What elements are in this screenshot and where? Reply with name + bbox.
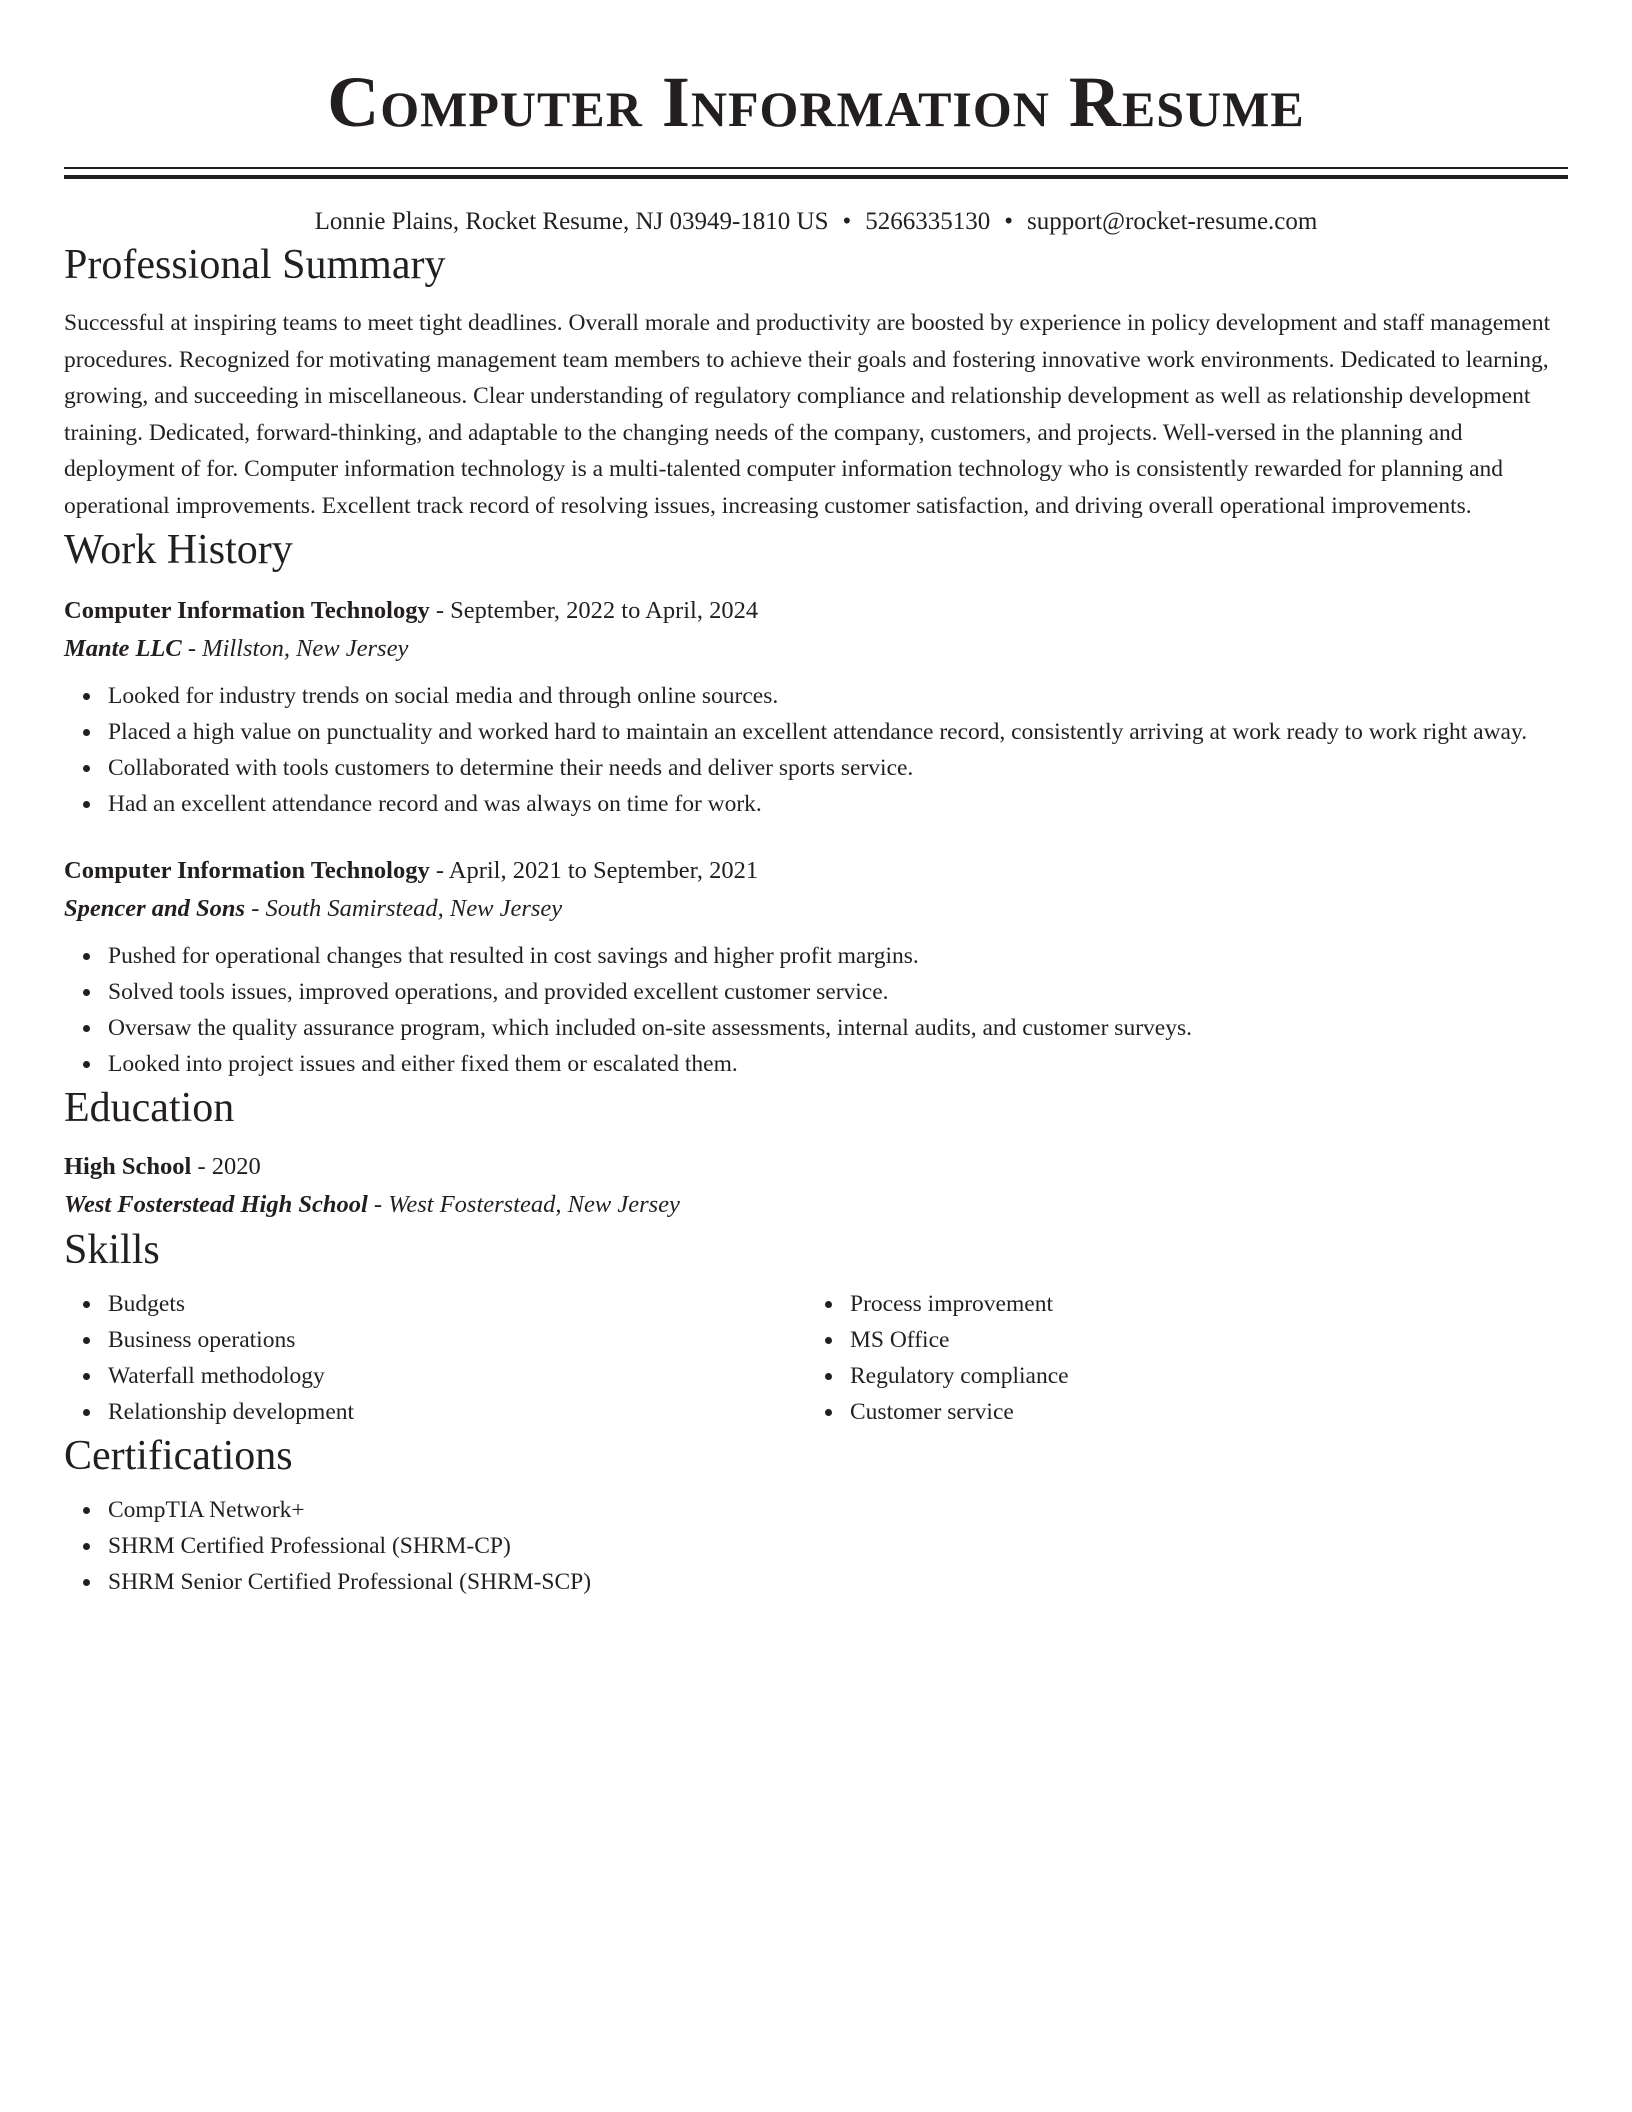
list-item: Collaborated with tools customers to determine their needs and deliver sports service.: [108, 750, 1568, 786]
education-year: - 2020: [191, 1153, 261, 1180]
certifications-heading: Certifications: [64, 1433, 293, 1479]
job-title-line: [64, 852, 1568, 890]
skills-grid: [64, 1286, 1568, 1430]
resume-title: Computer Information Resume: [327, 62, 1305, 142]
education-school: West Fosterstead High School: [64, 1191, 368, 1218]
job-bullets: [64, 678, 1568, 822]
resume-page: [64, 0, 1568, 1600]
job-dates: - September, 2022 to April, 2024: [429, 597, 759, 624]
title-divider-thick: [64, 175, 1568, 179]
summary-heading: Professional Summary: [64, 242, 446, 288]
contact-phone: 5266335130: [865, 208, 991, 235]
job-company-line: [64, 630, 1568, 668]
skills-heading: Skills: [64, 1227, 160, 1273]
job-entry: [64, 592, 1568, 822]
skills-list: [806, 1286, 1548, 1430]
list-item: Pushed for operational changes that resulted in cost savings and higher profit margins.: [108, 938, 1568, 974]
job-location: - Millston, New Jersey: [181, 635, 409, 662]
contact-email: support@rocket-resume.com: [1027, 208, 1318, 235]
list-item: Solved tools issues, improved operations, and provided excellent customer service.: [108, 974, 1568, 1010]
certifications-list: [64, 1492, 1568, 1600]
job-bullets: [64, 938, 1568, 1082]
contact-separator: •: [842, 208, 852, 235]
list-item: Budgets: [108, 1286, 806, 1322]
job-company: Spencer and Sons: [64, 895, 246, 922]
job-company: Mante LLC: [64, 635, 182, 662]
list-item: Business operations: [108, 1322, 806, 1358]
list-item: Relationship development: [108, 1394, 806, 1430]
skills-column-left: [64, 1286, 806, 1430]
list-item: Customer service: [850, 1394, 1548, 1430]
job-title: Computer Information Technology: [64, 597, 430, 624]
skills-column-right: [806, 1286, 1548, 1430]
list-item: Looked for industry trends on social media and through online sources.: [108, 678, 1568, 714]
list-item: SHRM Certified Professional (SHRM-CP): [108, 1528, 1568, 1564]
job-dates: - April, 2021 to September, 2021: [429, 857, 759, 884]
summary-text: Successful at inspiring teams to meet tight deadlines. Overall morale and productivity are boosted by experience in policy development and staff management procedures. Recognized for motivating management team members to achieve their goals and fostering innovative work environments. Dedicated to learning, growing, and succeeding in miscellaneous. Clear understanding of regulatory compliance and relationship development as well as relationship development training. Dedicated, forward-thinking, and adaptable to the changing needs of the company, customers, and projects. Well-versed in the planning and deployment of for. Computer information technology is a multi-talented computer information technology who is consistently rewarded for planning and operational improvements. Excellent track record of resolving issues, increasing customer satisfaction, and driving overall operational improvements.: [64, 310, 1551, 519]
list-item: Looked into project issues and either fixed them or escalated them.: [108, 1046, 1568, 1082]
list-item: Had an excellent attendance record and was always on time for work.: [108, 786, 1568, 822]
job-location: - South Samirstead, New Jersey: [245, 895, 563, 922]
list-item: Regulatory compliance: [850, 1358, 1548, 1394]
education-degree: High School: [64, 1153, 192, 1180]
education-school-line: [64, 1186, 1568, 1224]
title-divider-thin: [64, 167, 1568, 169]
list-item: CompTIA Network+: [108, 1492, 1568, 1528]
education-heading: Education: [64, 1085, 235, 1131]
job-company-line: [64, 890, 1568, 928]
list-item: SHRM Senior Certified Professional (SHRM-SCP): [108, 1564, 1568, 1600]
job-entry: [64, 852, 1568, 1082]
contact-address: Lonnie Plains, Rocket Resume, NJ 03949-1810 US: [314, 208, 829, 235]
job-title-line: [64, 592, 1568, 630]
contact-separator: •: [1004, 208, 1014, 235]
list-item: Oversaw the quality assurance program, which included on-site assessments, internal audits, and customer surveys.: [108, 1010, 1568, 1046]
list-item: Process improvement: [850, 1286, 1548, 1322]
education-entry: [64, 1148, 1568, 1224]
list-item: Waterfall methodology: [108, 1358, 806, 1394]
education-location: - West Fosterstead, New Jersey: [367, 1191, 680, 1218]
contact-line: [64, 205, 1568, 239]
list-item: Placed a high value on punctuality and worked hard to maintain an excellent attendance record, consistently arriving at work ready to work right away.: [108, 714, 1568, 750]
work-history-heading: Work History: [64, 527, 293, 573]
skills-list: [64, 1286, 806, 1430]
list-item: MS Office: [850, 1322, 1548, 1358]
education-degree-line: [64, 1148, 1568, 1186]
job-title: Computer Information Technology: [64, 857, 430, 884]
